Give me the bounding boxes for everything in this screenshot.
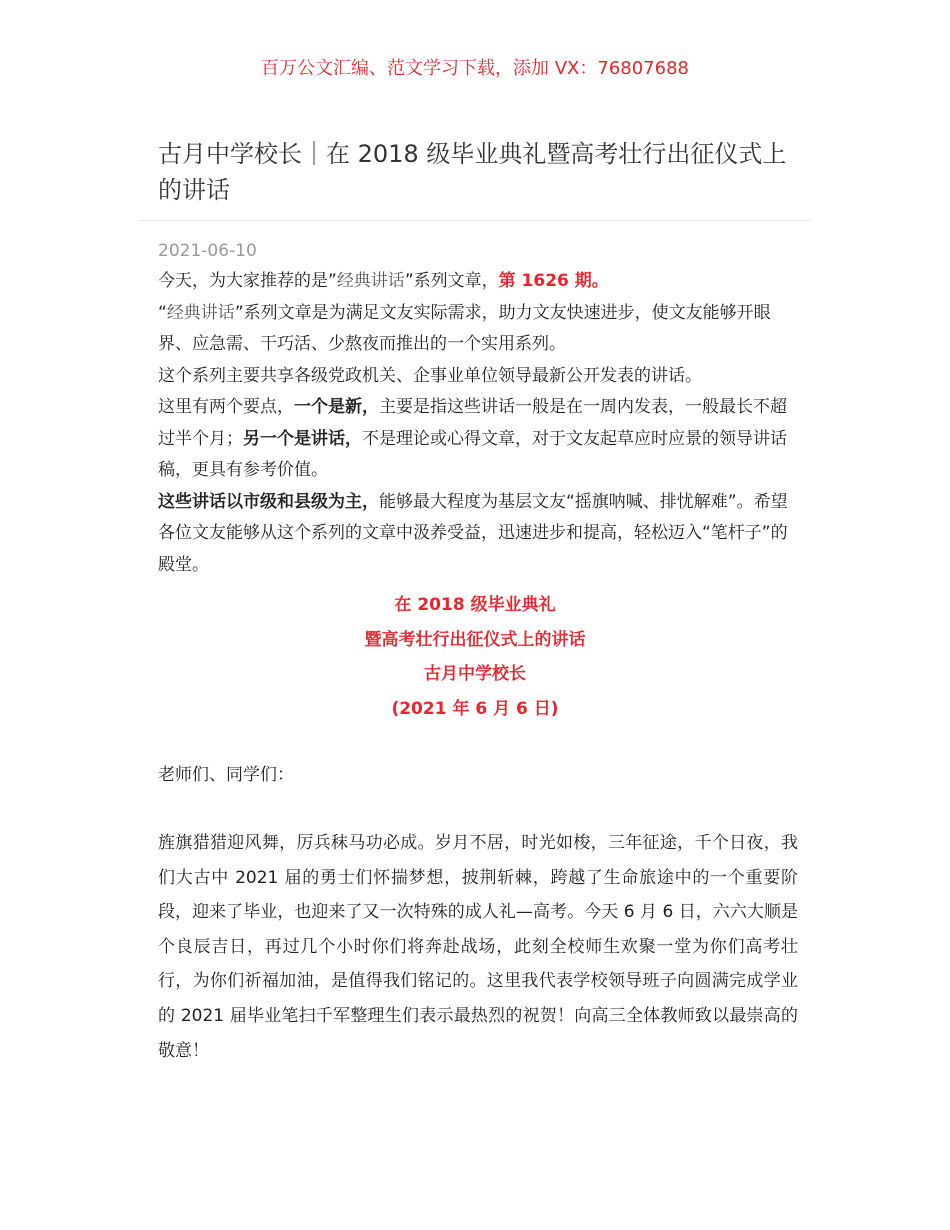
article-title: 古月中学校长｜在 2018 级毕业典礼暨高考壮行出征仪式上的讲话 xyxy=(158,140,787,204)
intro-text: ”系列文章， xyxy=(404,271,499,291)
speech-body xyxy=(158,826,798,1068)
speech-paragraph: 旌旗猎猎迎风舞，厉兵秣马功必成。岁月不居，时光如梭，三年征途，千个日夜，我们大古中 2021 届的勇士们怀揣梦想，披荆斩棘，跨越了生命旅途中的一个重要阶段，迎来了毕业，也迎来了又一次特殊的成人礼—高考。今天 6 月 6 日，六六大顺是个良辰吉日，再过几个小时你们将奔赴战场，此刻全校师生欢聚一堂为你们高考壮行，为你们祈福加油，是值得我们铭记的。这里我代表学校领导班子向圆满完成学业的 2021 届毕业笔扫千军整理生们表示最热烈的祝贺！向高三全体教师致以最崇高的敬意！ xyxy=(158,833,798,1061)
intro-text: 主要是指这些讲话一般是在一周内发表，一般最长不超过半个月； xyxy=(158,397,787,449)
intro-paragraph-5 xyxy=(158,487,798,582)
speech-speaker: 古月中学校长 xyxy=(424,664,526,684)
intro-paragraph-4 xyxy=(158,392,798,487)
speech-date: (2021 年 6 月 6 日) xyxy=(391,698,559,719)
emphasis-text: 一个是新， xyxy=(294,397,379,417)
intro-text: 今天，为大家推荐的是” xyxy=(158,271,337,291)
emphasis-text: 另一个是讲话， xyxy=(243,428,362,449)
article-date: 2021-06-10 xyxy=(158,241,257,261)
series-name: 经典讲话 xyxy=(336,271,405,291)
issue-number: 第 1626 期。 xyxy=(498,271,609,291)
intro-text: 这里有两个要点， xyxy=(158,397,294,417)
intro-section xyxy=(158,266,798,581)
speech-title-line-1: 在 2018 级毕业典礼 xyxy=(394,595,556,615)
series-name: 经典讲话 xyxy=(166,302,235,323)
intro-paragraph-3: 这个系列主要共享各级党政机关、企事业单位领导最新公开发表的讲话。 xyxy=(158,365,702,386)
speech-greeting: 老师们、同学们： xyxy=(158,765,294,785)
intro-text: 不是理论或心得文章，对于文友起草应时应景的领导讲话稿，更具有参考价值。 xyxy=(158,428,787,480)
emphasis-text: 这些讲话以市级和县级为主， xyxy=(158,491,379,512)
intro-paragraph-2 xyxy=(158,298,798,361)
title-divider xyxy=(140,220,810,221)
intro-text: 能够最大程度为基层文友“摇旗呐喊、排忧解难”。希望各位文友能够从这个系列的文章中汲养受益，迅速进步和提高，轻松迈入“笔杆子”的殿堂。 xyxy=(158,491,788,575)
intro-text: ”系列文章是为满足文友实际需求，助力文友快速进步，使文友能够开眼界、应急需、干巧活、少熬夜而推出的一个实用系列。 xyxy=(158,302,771,354)
intro-paragraph-1 xyxy=(158,266,798,298)
speech-title-line-2: 暨高考壮行出征仪式上的讲话 xyxy=(364,629,586,650)
speech-heading xyxy=(0,588,950,726)
intro-text: “ xyxy=(158,302,167,323)
promo-banner: 百万公文汇编、范文学习下载，添加 VX：76807688 xyxy=(261,58,689,79)
